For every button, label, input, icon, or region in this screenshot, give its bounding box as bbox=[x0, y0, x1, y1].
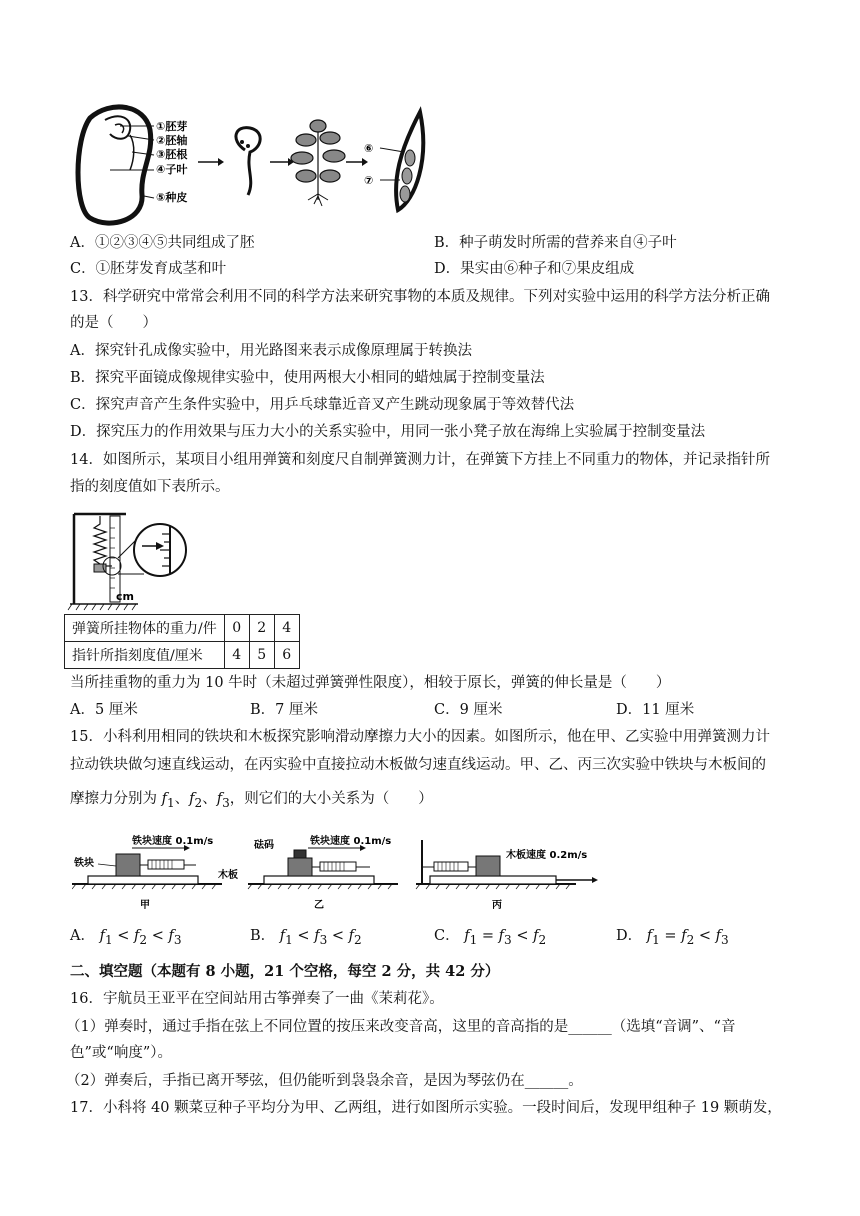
option-text: 11 厘米 bbox=[642, 702, 695, 718]
table-cell: 4 bbox=[224, 642, 249, 669]
q12-option-a[interactable]: A．①②③④⑤共同组成了胚 bbox=[70, 235, 255, 251]
q14-question: 当所挂重物的重力为 10 牛时（未超过弹簧弹性限度），相较于原长，弹簧的伸长量是（ ） bbox=[70, 675, 671, 691]
option-key: D bbox=[616, 928, 628, 944]
fig-unit-cm: cm bbox=[116, 590, 134, 603]
option-key: C bbox=[434, 928, 446, 944]
section-heading: 二、填空题（本题有 8 小题，21 个空格，每空 2 分，共 42 分） bbox=[70, 963, 500, 980]
q13-option-d[interactable]: D．探究压力的作用效果与压力大小的关系实验中，用同一张小凳子放在海绵上实验属于控制变量法 bbox=[70, 424, 706, 440]
option-key: A bbox=[70, 343, 81, 359]
fig-label-speed2: 铁块速度 0.1m/s bbox=[310, 836, 392, 847]
table-cell: 4 bbox=[274, 615, 299, 642]
option-text: ①胚芽发育成茎和叶 bbox=[95, 261, 227, 277]
fig-label-jia: 甲 bbox=[140, 900, 150, 911]
option-text: ①②③④⑤共同组成了胚 bbox=[94, 235, 255, 251]
option-text: 探究声音产生条件实验中，用乒乓球靠近音叉产生跳动现象属于等效替代法 bbox=[95, 397, 575, 413]
fig-label-bing: 丙 bbox=[492, 900, 502, 911]
q15-option-b[interactable]: B． $f_1 < f_3 < f_2$ bbox=[250, 928, 362, 947]
option-key: D bbox=[434, 261, 446, 277]
q12-option-c[interactable]: C．①胚芽发育成茎和叶 bbox=[70, 261, 227, 277]
fig-label-6: ⑥ bbox=[364, 142, 374, 155]
option-text: 探究针孔成像实验中，用光路图来表示成像原理属于转换法 bbox=[94, 343, 472, 359]
table-row bbox=[65, 615, 300, 642]
option-key: C bbox=[434, 702, 446, 718]
q15-stem-pre: 摩擦力分别为 bbox=[70, 791, 157, 807]
table-cell: 6 bbox=[274, 642, 299, 669]
seed-development-figure bbox=[70, 100, 570, 230]
option-key: B bbox=[250, 702, 261, 718]
option-text: 种子萌发时所需的营养来自④子叶 bbox=[459, 235, 677, 251]
q15-stem-line2: 拉动铁块做匀速直线运动，在丙实验中直接拉动木板做匀速直线运动。甲、乙、丙三次实验中铁块与木板间的 bbox=[70, 757, 766, 773]
option-key: B bbox=[70, 370, 81, 386]
option-key: C bbox=[70, 397, 82, 413]
fig-label-speed3: 木板速度 0.2m/s bbox=[506, 850, 588, 861]
fig-label-5: ⑤种皮 bbox=[156, 191, 188, 204]
fig-label-3: ③胚根 bbox=[156, 148, 188, 161]
option-text: 9 厘米 bbox=[459, 702, 503, 718]
q15-option-c[interactable]: C． $f_1 = f_3 < f_2$ bbox=[434, 928, 547, 947]
fig-label-1: ①胚芽 bbox=[156, 120, 188, 133]
q15-option-a[interactable]: A． $f_1 < f_2 < f_3$ bbox=[70, 928, 182, 947]
q14-option-a[interactable]: A．5 厘米 bbox=[70, 702, 138, 718]
q14-option-d[interactable]: D．11 厘米 bbox=[616, 702, 695, 718]
option-text: 7 厘米 bbox=[275, 702, 318, 718]
q13-option-a[interactable]: A．探究针孔成像实验中，用光路图来表示成像原理属于转换法 bbox=[70, 343, 472, 359]
spring-scale-figure bbox=[66, 508, 196, 612]
spring-data-table bbox=[64, 614, 300, 669]
option-key: B bbox=[434, 235, 445, 251]
option-text: 果实由⑥种子和⑦果皮组成 bbox=[460, 261, 635, 277]
option-key: B bbox=[250, 928, 261, 944]
option-key: A bbox=[70, 928, 81, 944]
fig-label-muban: 木板 bbox=[218, 870, 238, 881]
q16-part1-line1: （1）弹奏时，通过手指在弦上不同位置的按压来改变音高，这里的音高指的是______（选填“音调”、“音 bbox=[66, 1019, 736, 1035]
fig-label-yi: 乙 bbox=[314, 900, 324, 911]
q13-stem-line2: 的是（ ） bbox=[70, 315, 157, 331]
fig-label-4: ④子叶 bbox=[156, 163, 188, 176]
option-key: A bbox=[70, 702, 81, 718]
q16-part1-line2: 色”或“响度”）。 bbox=[70, 1045, 172, 1061]
option-key: A bbox=[70, 235, 81, 251]
q14-option-c[interactable]: C．9 厘米 bbox=[434, 702, 503, 718]
q13-option-c[interactable]: C．探究声音产生条件实验中，用乒乓球靠近音叉产生跳动现象属于等效替代法 bbox=[70, 397, 575, 413]
table-cell: 2 bbox=[249, 615, 274, 642]
table-cell-label: 指针所指刻度值/厘米 bbox=[65, 642, 225, 669]
option-key: C bbox=[70, 261, 82, 277]
q12-option-b[interactable]: B．种子萌发时所需的营养来自④子叶 bbox=[434, 235, 677, 251]
q17-stem-line1: 17．小科将 40 颗菜豆种子平均分为甲、乙两组，进行如图所示实验。一段时间后，发现甲组种子 19 颗萌发， bbox=[70, 1100, 782, 1116]
table-cell: 5 bbox=[249, 642, 274, 669]
q14-option-b[interactable]: B．7 厘米 bbox=[250, 702, 318, 718]
fig-label-7: ⑦ bbox=[364, 174, 374, 187]
q15-stem-post: ，则它们的大小关系为（ ） bbox=[229, 791, 433, 807]
option-key: D bbox=[70, 424, 82, 440]
table-row bbox=[65, 642, 300, 669]
table-cell-label: 弹簧所挂物体的重力/件 bbox=[65, 615, 225, 642]
q16-stem: 16．宇航员王亚平在空间站用古筝弹奏了一曲《茉莉花》。 bbox=[70, 991, 444, 1007]
fig-label-2: ②胚轴 bbox=[156, 134, 188, 147]
friction-experiment-figure bbox=[72, 832, 772, 914]
option-text: 探究平面镜成像规律实验中，使用两根大小相同的蜡烛属于控制变量法 bbox=[95, 370, 545, 386]
fig-label-tiekuai: 铁块 bbox=[74, 858, 94, 869]
q15-stem-line3: 摩擦力分别为 $f_1$、$f_2$、$f_3$，则它们的大小关系为（ ） bbox=[70, 791, 433, 810]
option-text: 5 厘米 bbox=[94, 702, 138, 718]
q12-option-d[interactable]: D．果实由⑥种子和⑦果皮组成 bbox=[434, 261, 635, 277]
table-cell: 0 bbox=[224, 615, 249, 642]
q15-stem-line1: 15．小科利用相同的铁块和木板探究影响滑动摩擦力大小的因素。如图所示，他在甲、乙实验中用弹簧测力计 bbox=[70, 729, 770, 745]
q14-stem-line1: 14．如图所示，某项目小组用弹簧和刻度尺自制弹簧测力计，在弹簧下方挂上不同重力的物体，并记录指针所 bbox=[70, 452, 770, 468]
option-text: 探究压力的作用效果与压力大小的关系实验中，用同一张小凳子放在海绵上实验属于控制变量法 bbox=[96, 424, 706, 440]
fig-label-fama: 砝码 bbox=[254, 840, 274, 851]
q16-part2: （2）弹奏后，手指已离开琴弦，但仍能听到袅袅余音，是因为琴弦仍在______。 bbox=[66, 1073, 583, 1089]
q13-option-b[interactable]: B．探究平面镜成像规律实验中，使用两根大小相同的蜡烛属于控制变量法 bbox=[70, 370, 545, 386]
option-key: D bbox=[616, 702, 628, 718]
fig-label-speed1: 铁块速度 0.1m/s bbox=[132, 836, 214, 847]
q14-stem-line2: 指的刻度值如下表所示。 bbox=[70, 479, 230, 495]
q13-stem-line1: 13．科学研究中常常会利用不同的科学方法来研究事物的本质及规律。下列对实验中运用的科学方法分析正确 bbox=[70, 289, 770, 305]
q15-option-d[interactable]: D． $f_1 = f_2 < f_3$ bbox=[616, 928, 729, 947]
